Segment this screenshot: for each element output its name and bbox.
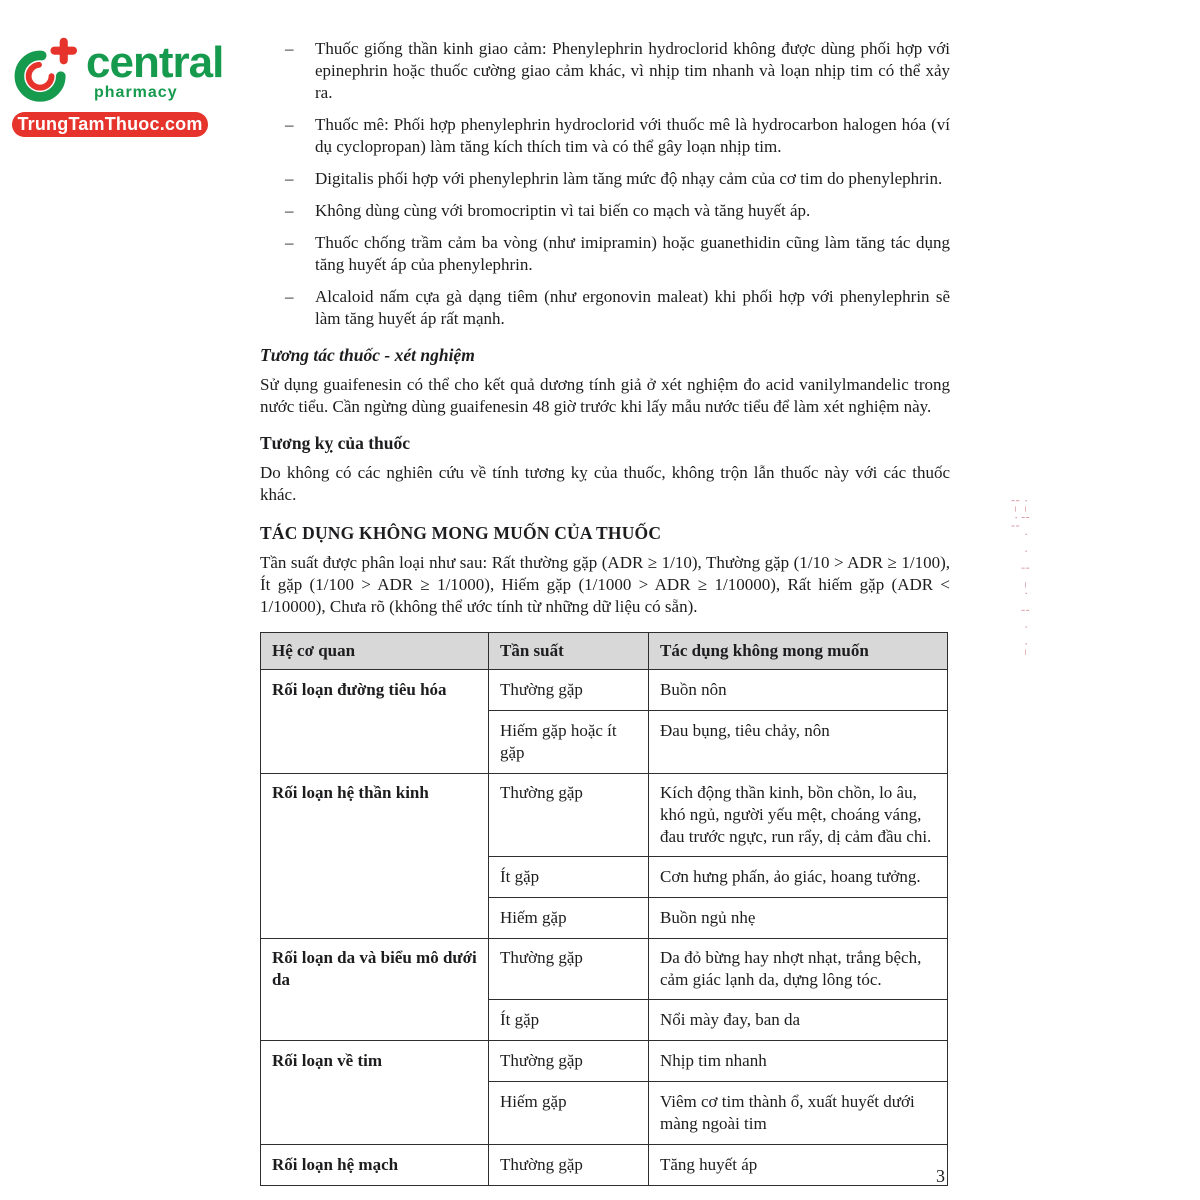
frequency-cell: Ít gặp bbox=[489, 857, 649, 898]
frequency-cell: Ít gặp bbox=[489, 1000, 649, 1041]
table-row bbox=[261, 939, 948, 1000]
organ-cell: Rối loạn da và biểu mô dưới da bbox=[261, 939, 489, 1041]
page-number: 3 bbox=[936, 1166, 945, 1186]
list-item: – Thuốc mê: Phối hợp phenylephrin hydroclorid với thuốc mê là hydrocarbon halogen hóa (ví dụ cyclopropan) làm tăng kích thích tim và có thể gây loạn nhịp tim. bbox=[260, 114, 950, 158]
effect-cell: Kích động thần kinh, bồn chồn, lo âu, khó ngủ, người yếu mệt, choáng váng, đau trước ngực, run rẩy, dị cảm đầu chi. bbox=[649, 774, 948, 857]
organ-cell: Rối loạn đường tiêu hóa bbox=[261, 670, 489, 774]
interactions-list bbox=[260, 38, 950, 330]
list-item: – Thuốc giống thần kinh giao cảm: Phenylephrin hydroclorid không được dùng phối hợp với epinephrin hoặc thuốc cường giao cảm khác, vì nhịp tim nhanh và loạn nhịp tim có thể xảy ra. bbox=[260, 38, 950, 104]
organ-cell: Rối loạn hệ thần kinh bbox=[261, 774, 489, 939]
table-header-row bbox=[261, 633, 948, 670]
frequency-cell: Thường gặp bbox=[489, 1041, 649, 1082]
table-row bbox=[261, 670, 948, 711]
table-row bbox=[261, 774, 948, 857]
effect-cell: Buồn ngủ nhẹ bbox=[649, 898, 948, 939]
effect-cell: Đau bụng, tiêu chảy, nôn bbox=[649, 711, 948, 774]
logo-top bbox=[12, 36, 224, 106]
incompatibility-heading: Tương kỵ của thuốc bbox=[260, 433, 411, 453]
list-item: – Digitalis phối hợp với phenylephrin làm tăng mức độ nhạy cảm của cơ tim do phenylephrin. bbox=[260, 168, 950, 190]
frequency-cell: Thường gặp bbox=[489, 670, 649, 711]
column-header-effect: Tác dụng không mong muốn bbox=[649, 633, 948, 670]
list-item: – Không dùng cùng với bromocriptin vì tai biến co mạch và tăng huyết áp. bbox=[260, 200, 950, 222]
effect-cell: Cơn hưng phấn, ảo giác, hoang tưởng. bbox=[649, 857, 948, 898]
frequency-cell: Thường gặp bbox=[489, 774, 649, 857]
lab-interaction-heading: Tương tác thuốc - xét nghiệm bbox=[260, 345, 475, 365]
frequency-cell: Hiếm gặp bbox=[489, 1082, 649, 1145]
incompatibility-paragraph: Do không có các nghiên cứu về tính tương kỵ của thuốc, không trộn lẫn thuốc này với các thuốc khác. bbox=[260, 463, 950, 504]
organ-cell: Rối loạn hệ mạch bbox=[261, 1145, 489, 1186]
list-item: – Alcaloid nấm cựa gà dạng tiêm (như ergonovin maleat) khi phối hợp với phenylephrin sẽ làm tăng huyết áp rất mạnh. bbox=[260, 286, 950, 330]
logo-words bbox=[86, 38, 224, 102]
table-row bbox=[261, 1145, 948, 1186]
column-header-frequency: Tần suất bbox=[489, 633, 649, 670]
effect-cell: Buồn nôn bbox=[649, 670, 948, 711]
frequency-cell: Hiếm gặp hoặc ít gặp bbox=[489, 711, 649, 774]
adr-table bbox=[260, 632, 948, 1186]
frequency-cell: Thường gặp bbox=[489, 939, 649, 1000]
lab-interaction-paragraph: Sử dụng guaifenesin có thể cho kết quả dương tính giả ở xét nghiệm đo acid vanilylmandelic trong nước tiểu. Cần ngừng dùng guaifenesin 48 giờ trước khi lấy mẫu nước tiểu để làm xét nghiệm này. bbox=[260, 375, 950, 416]
column-header-organ: Hệ cơ quan bbox=[261, 633, 489, 670]
brand-tagline: pharmacy bbox=[94, 84, 178, 102]
list-item: – Thuốc chống trầm cảm ba vòng (như imipramin) hoặc guanethidin cũng làm tăng tác dụng tăng huyết áp của phenylephrin. bbox=[260, 232, 950, 276]
central-pharmacy-c-icon bbox=[12, 36, 80, 106]
effect-cell: Nhịp tim nhanh bbox=[649, 1041, 948, 1082]
frequency-cell: Hiếm gặp bbox=[489, 898, 649, 939]
frequency-cell: Thường gặp bbox=[489, 1145, 649, 1186]
content-column bbox=[260, 38, 950, 1186]
effect-cell: Viêm cơ tim thành ổ, xuất huyết dưới màng ngoài tim bbox=[649, 1082, 948, 1145]
effect-cell: Da đỏ bừng hay nhợt nhạt, trắng bệch, cảm giác lạnh da, dựng lông tóc. bbox=[649, 939, 948, 1000]
logo bbox=[12, 36, 224, 137]
organ-cell: Rối loạn về tim bbox=[261, 1041, 489, 1145]
effect-cell: Nổi mày đay, ban da bbox=[649, 1000, 948, 1041]
adverse-effects-intro: Tần suất được phân loại như sau: Rất thường gặp (ADR ≥ 1/10), Thường gặp (1/10 > ADR ≥ 1/100), Ít gặp (1/100 > ADR ≥ 1/1000), Hiếm gặp (1/1000 > ADR ≥ 1/10000), Rất hiếm gặp (ADR < 1/10000), Chưa rõ (không thể ước tính từ những dữ liệu có sẵn). bbox=[260, 553, 950, 616]
red-stamp-marks: ·–¦ · · ¦ –· ¦ · ·– ¦–·¦ bbox=[1010, 498, 1030, 658]
brand-banner: TrungTamThuoc.com bbox=[12, 112, 208, 137]
brand-name: central bbox=[86, 38, 224, 87]
adverse-effects-heading: TÁC DỤNG KHÔNG MONG MUỐN CỦA THUỐC bbox=[260, 523, 662, 543]
table-row bbox=[261, 1041, 948, 1082]
effect-cell: Tăng huyết áp bbox=[649, 1145, 948, 1186]
